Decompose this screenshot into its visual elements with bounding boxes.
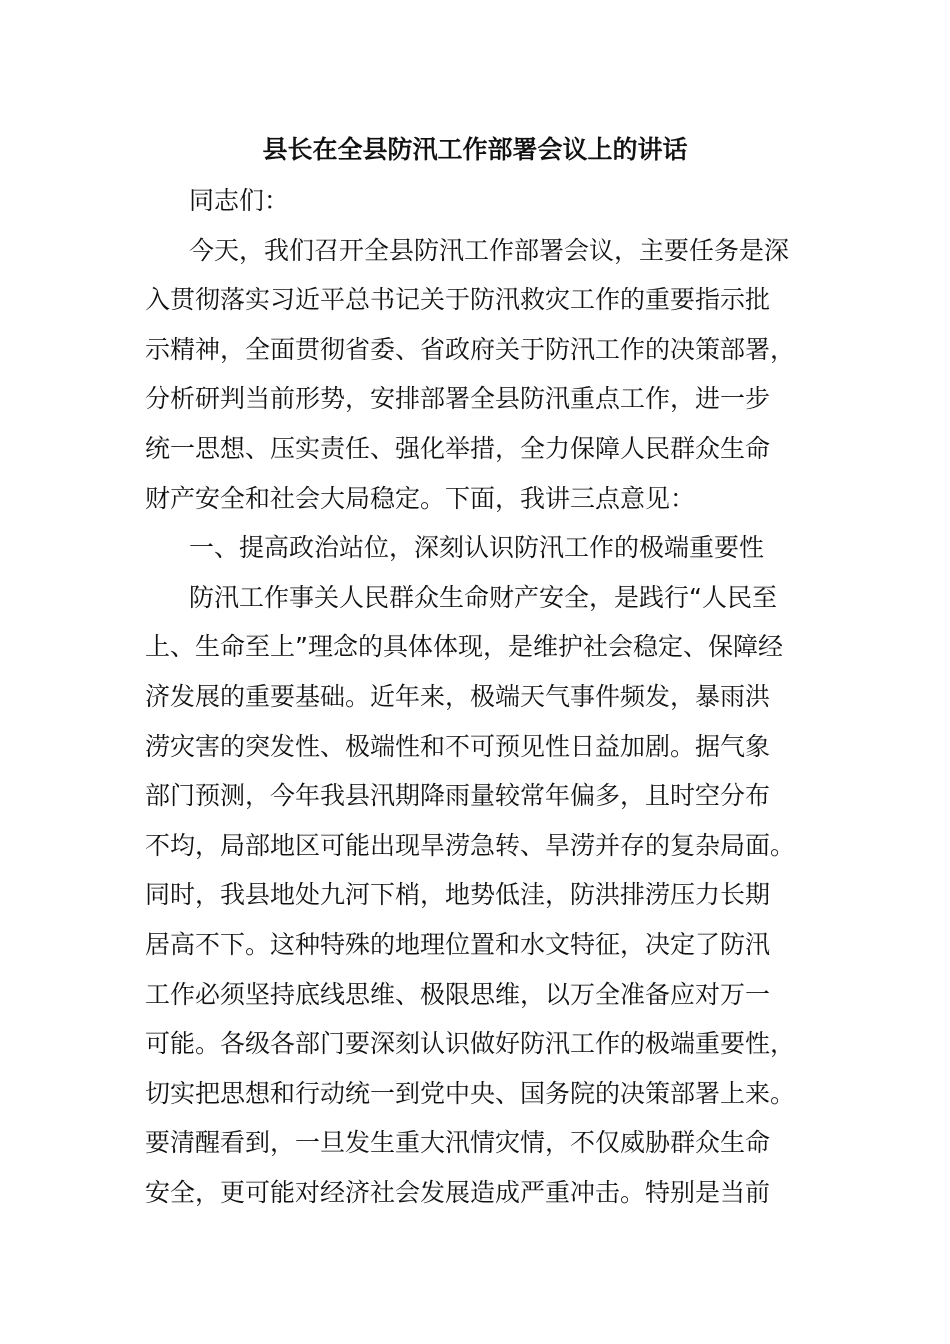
text-line: 要清醒看到，一旦发生重大汛情灾情，不仅威胁群众生命 [145, 1128, 771, 1158]
text-line: 示精神，全面贯彻省委、省政府关于防汛工作的决策部署， [145, 334, 796, 364]
text-line: 上、生命至上”理念的具体体现，是维护社会稳定、保障经 [145, 632, 783, 662]
text-line: 部门预测，今年我县汛期降雨量较常年偏多，且时空分布 [145, 781, 771, 811]
text-line: 工作必须坚持底线思维、极限思维，以万全准备应对万一 [145, 979, 771, 1009]
text-line: 同志们： [189, 186, 290, 215]
text-line: 防汛工作事关人民群众生命财产安全，是践行“人民至 [189, 582, 777, 612]
text-line: 同时，我县地处九河下梢，地势低洼，防洪排涝压力长期 [145, 880, 771, 910]
text-line: 切实把思想和行动统一到党中央、国务院的决策部署上来。 [145, 1078, 796, 1108]
text-line: 今天，我们召开全县防汛工作部署会议，主要任务是深 [189, 235, 790, 265]
text-line: 入贯彻落实习近平总书记关于防汛救灾工作的重要指示批 [145, 285, 771, 315]
text-line: 涝灾害的突发性、极端性和不可预见性日益加剧。据气象 [145, 731, 771, 761]
section-heading: 一、提高政治站位，深刻认识防汛工作的极端重要性 [189, 533, 765, 563]
text-line: 居高不下。这种特殊的地理位置和水文特征，决定了防汛 [145, 929, 771, 959]
text-line: 财产安全和社会大局稳定。下面，我讲三点意见： [145, 483, 696, 513]
text-line: 统一思想、压实责任、强化举措，全力保障人民群众生命 [145, 433, 771, 463]
document-title: 县长在全县防汛工作部署会议上的讲话 [262, 135, 688, 164]
text-line: 安全，更可能对经济社会发展造成严重冲击。特别是当前 [145, 1177, 771, 1207]
text-line: 不均，局部地区可能出现旱涝急转、旱涝并存的复杂局面。 [145, 830, 796, 860]
text-line: 可能。各级各部门要深刻认识做好防汛工作的极端重要性， [145, 1029, 796, 1059]
document-body [145, 176, 810, 1217]
text-line: 济发展的重要基础。近年来，极端天气事件频发，暴雨洪 [145, 681, 771, 711]
text-line: 分析研判当前形势，安排部署全县防汛重点工作，进一步 [145, 384, 771, 414]
